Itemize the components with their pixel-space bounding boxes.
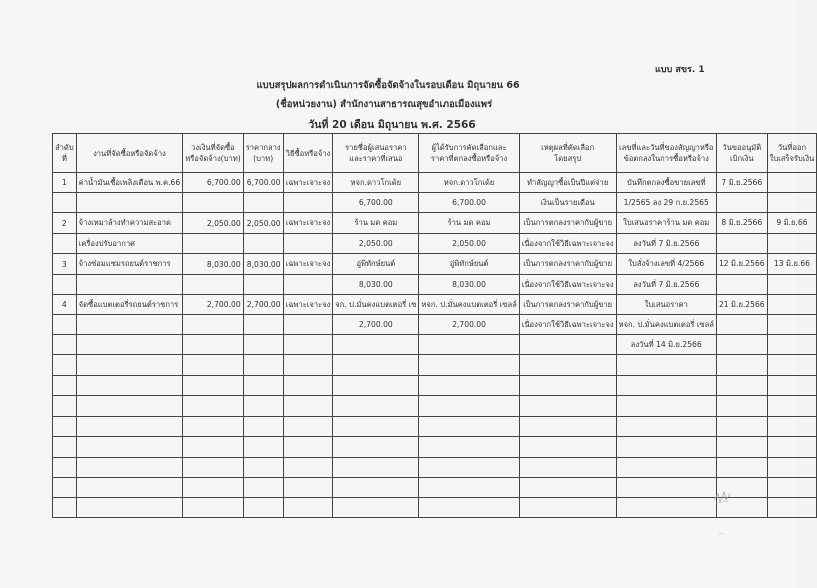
table-cell	[283, 355, 333, 376]
table-cell	[616, 355, 716, 376]
table-cell: จ้างซ่อมแซมรถยนต์ราชการ	[76, 254, 183, 275]
column-header-5	[283, 134, 333, 173]
table-cell	[767, 498, 817, 518]
table-cell	[616, 376, 716, 396]
column-header-line: ที่	[61, 154, 67, 163]
column-header-line: ใบเสร็จรับเงิน	[769, 154, 815, 163]
table-cell	[283, 315, 333, 335]
table-cell	[716, 458, 767, 478]
table-row	[53, 173, 817, 193]
table-cell	[519, 458, 616, 478]
table-cell: เนื่องจากใช้วิธีเฉพาะเจาะจง	[519, 315, 616, 335]
table-cell	[183, 458, 243, 478]
table-row	[53, 234, 817, 254]
table-cell	[333, 335, 419, 355]
table-cell	[333, 478, 419, 498]
table-cell	[767, 376, 817, 396]
table-cell	[333, 396, 419, 417]
table-cell: จัดซื้อแบตเตอรี่รถยนต์ราชการ	[76, 295, 183, 315]
table-cell: เป็นการตกลงราคากับผู้ขาย	[519, 295, 616, 315]
table-cell: อู่พิทักษ์ยนต์	[333, 254, 419, 275]
table-cell	[76, 437, 183, 458]
table-cell: 8 มิ.ย.2566	[716, 213, 767, 234]
table-cell	[419, 458, 519, 478]
table-cell: 6,700.00	[419, 193, 519, 213]
table-cell: หจก. ป.มั่นคงแบตเตอรี่ เซลล์	[419, 295, 519, 315]
table-cell	[243, 315, 283, 335]
column-header-line: (บาท)	[253, 154, 274, 163]
column-header-line: วันที่ออก	[777, 143, 807, 152]
column-header-line: หรือจัดจ้าง(บาท)	[185, 154, 241, 163]
table-cell: 7 มิ.ย.2566	[716, 173, 767, 193]
table-cell	[243, 355, 283, 376]
column-header-10	[716, 134, 767, 173]
table-cell: 8,030.00	[333, 275, 419, 295]
table-cell	[53, 417, 77, 437]
table-row	[53, 295, 817, 315]
table-cell	[76, 193, 183, 213]
table-cell	[283, 193, 333, 213]
table-cell	[243, 275, 283, 295]
table-row	[53, 417, 817, 437]
table-cell	[53, 437, 77, 458]
table-cell	[53, 458, 77, 478]
table-cell: 13 มิ.ย.66	[767, 254, 817, 275]
column-header-line: เหตุผลที่คัดเลือก	[541, 143, 595, 152]
table-cell: เฉพาะเจาะจง	[283, 254, 333, 275]
table-cell	[519, 355, 616, 376]
table-cell	[767, 355, 817, 376]
table-cell	[53, 234, 77, 254]
table-cell: เป็นการตกลงราคากับผู้ขาย	[519, 213, 616, 234]
table-cell	[716, 234, 767, 254]
table-row	[53, 355, 817, 376]
table-cell	[616, 478, 716, 498]
table-row	[53, 376, 817, 396]
table-cell: เฉพาะเจาะจง	[283, 295, 333, 315]
table-cell	[183, 417, 243, 437]
table-cell	[283, 275, 333, 295]
table-cell: หจก.ดาวโกเด้ย	[419, 173, 519, 193]
table-cell	[616, 458, 716, 478]
table-cell: ร้าน มด คอม	[419, 213, 519, 234]
table-cell	[53, 498, 77, 518]
table-row	[53, 193, 817, 213]
table-cell: 2,050.00	[419, 234, 519, 254]
table-cell: 1/2565 ลง 29 ก.ย.2565	[616, 193, 716, 213]
table-row	[53, 335, 817, 355]
report-title: แบบสรุปผลการดำเนินการจัดซื้อจัดจ้างในรอบเดือน มิถุนายน 66	[256, 80, 520, 91]
table-cell	[183, 275, 243, 295]
table-cell	[76, 498, 183, 518]
table-cell: บันทึกตกลงซื้อขายเลขที่	[616, 173, 716, 193]
table-cell: 8,030.00	[419, 275, 519, 295]
table-cell	[419, 417, 519, 437]
table-cell	[716, 376, 767, 396]
table-cell	[283, 437, 333, 458]
table-cell: 2,050.00	[183, 213, 243, 234]
table-cell	[243, 193, 283, 213]
table-cell: อู่พิทักษ์ยนต์	[419, 254, 519, 275]
table-row	[53, 396, 817, 417]
table-cell	[616, 417, 716, 437]
column-header-line: วิธีซื้อหรือจ้าง	[285, 148, 331, 158]
table-cell: 1	[53, 173, 77, 193]
table-cell	[419, 437, 519, 458]
table-cell	[519, 498, 616, 518]
table-cell: 3	[53, 254, 77, 275]
table-cell	[283, 498, 333, 518]
table-cell: 2,700.00	[419, 315, 519, 335]
column-header-line: ราคาที่ตกลงซื้อหรือจ้าง	[430, 154, 508, 163]
table-row	[53, 498, 817, 518]
column-header-line: โดยสรุป	[554, 154, 582, 163]
table-row	[53, 275, 817, 295]
table-cell	[243, 417, 283, 437]
table-cell	[419, 376, 519, 396]
table-cell	[183, 234, 243, 254]
table-cell: เงินเป็นรายเดือน	[519, 193, 616, 213]
table-cell: ลงวันที่ 7 มิ.ย.2566	[616, 234, 716, 254]
table-cell	[53, 335, 77, 355]
table-cell	[243, 376, 283, 396]
table-cell	[333, 376, 419, 396]
table-cell	[519, 437, 616, 458]
column-header-line: ผู้ได้รับการคัดเลือกและ	[431, 143, 507, 152]
table-cell	[519, 335, 616, 355]
table-cell	[767, 417, 817, 437]
table-cell	[716, 193, 767, 213]
table-cell	[419, 355, 519, 376]
table-cell	[53, 396, 77, 417]
table-row	[53, 254, 817, 275]
table-cell: ใบเสนอราคาร้าน มด คอม	[616, 213, 716, 234]
table-cell	[283, 458, 333, 478]
table-cell	[419, 335, 519, 355]
table-cell	[767, 478, 817, 498]
table-cell	[183, 498, 243, 518]
table-cell	[53, 275, 77, 295]
column-header-line: ราคากลาง	[245, 143, 281, 152]
table-cell	[76, 355, 183, 376]
table-cell	[283, 478, 333, 498]
table-cell: ใบเสนอราคา	[616, 295, 716, 315]
table-cell	[53, 376, 77, 396]
table-cell	[76, 396, 183, 417]
table-row	[53, 458, 817, 478]
table-cell	[283, 234, 333, 254]
table-cell	[767, 173, 817, 193]
table-cell: 2	[53, 213, 77, 234]
table-header-row	[53, 134, 817, 173]
table-cell: เนื่องจากใช้วิธีเฉพาะเจาะจง	[519, 275, 616, 295]
table-cell: เนื่องจากใช้วิธีเฉพาะเจาะจง	[519, 234, 616, 254]
table-cell	[243, 396, 283, 417]
table-cell: ร้าน มด คอม	[333, 213, 419, 234]
table-cell	[183, 193, 243, 213]
table-cell	[183, 478, 243, 498]
table-cell: 9 มิ.ย.66	[767, 213, 817, 234]
column-header-line: วันขออนุมัติ	[722, 143, 762, 152]
table-cell: เฉพาะเจาะจง	[283, 213, 333, 234]
column-header-2	[76, 134, 183, 173]
table-cell	[183, 437, 243, 458]
column-header-line: ลำดับ	[55, 143, 74, 152]
table-cell	[767, 193, 817, 213]
column-header-6	[333, 134, 419, 173]
table-cell	[616, 437, 716, 458]
table-cell	[333, 498, 419, 518]
table-row	[53, 213, 817, 234]
table-cell	[716, 315, 767, 335]
table-cell	[283, 396, 333, 417]
table-cell: จก. ป.มั่นคงแบตเตอรี่ เซ	[333, 295, 419, 315]
table-cell	[616, 498, 716, 518]
table-cell	[183, 335, 243, 355]
table-cell	[243, 498, 283, 518]
table-cell	[519, 417, 616, 437]
table-cell	[76, 417, 183, 437]
table-cell	[53, 193, 77, 213]
table-cell: 2,700.00	[183, 295, 243, 315]
table-cell: ลงวันที่ 14 มิ.ย.2566	[616, 335, 716, 355]
table-cell	[183, 315, 243, 335]
table-cell: 2,700.00	[243, 295, 283, 315]
table-cell: ลงวันที่ 7 มิ.ย.2566	[616, 275, 716, 295]
table-cell	[333, 458, 419, 478]
table-cell: ทำสัญญาซื้อเป็นปีแต่จ่าย	[519, 173, 616, 193]
column-header-line: วงเงินที่จัดซื้อ	[191, 143, 235, 152]
table-cell	[519, 396, 616, 417]
table-cell	[283, 376, 333, 396]
table-cell: 2,700.00	[333, 315, 419, 335]
column-header-4	[243, 134, 283, 173]
table-cell: เฉพาะเจาะจง	[283, 173, 333, 193]
table-cell	[283, 335, 333, 355]
table-cell	[76, 275, 183, 295]
table-cell	[333, 437, 419, 458]
column-header-11	[767, 134, 817, 173]
handwritten-mark	[712, 488, 734, 506]
table-cell	[183, 355, 243, 376]
table-cell	[767, 458, 817, 478]
table-cell	[76, 376, 183, 396]
table-cell	[767, 396, 817, 417]
column-header-line: รายชื่อผู้เสนอราคา	[345, 143, 407, 152]
table-cell: 6,700.00	[243, 173, 283, 193]
table-cell	[767, 335, 817, 355]
table-cell	[53, 355, 77, 376]
table-cell: 8,030.00	[183, 254, 243, 275]
table-cell: หจก. ป.มั่นคงแบตเตอรี่ เซลล์	[616, 315, 716, 335]
table-cell	[419, 396, 519, 417]
table-cell: 21 มิ.ย.2566	[716, 295, 767, 315]
table-cell	[333, 355, 419, 376]
column-header-line: เลขที่และวันที่ของสัญญาหรือ	[619, 143, 714, 152]
table-cell	[76, 335, 183, 355]
table-cell	[76, 458, 183, 478]
table-body	[53, 173, 817, 518]
column-header-1	[53, 134, 77, 173]
column-header-3	[183, 134, 243, 173]
table-cell	[333, 417, 419, 437]
table-cell	[716, 396, 767, 417]
table-row	[53, 437, 817, 458]
table-cell	[716, 355, 767, 376]
agency-name: (ชื่อหน่วยงาน) สำนักงานสาธารณสุขอำเภอเมืองแพร่	[275, 99, 493, 110]
table-cell	[76, 478, 183, 498]
table-cell	[716, 437, 767, 458]
table-cell	[767, 315, 817, 335]
column-header-line: และราคาที่เสนอ	[349, 154, 403, 163]
table-cell: 8,030.00	[243, 254, 283, 275]
form-code: แบบ สขร. 1	[655, 65, 705, 75]
table-cell	[243, 437, 283, 458]
table-row	[53, 478, 817, 498]
table-cell: เครื่องปรับอากาศ	[76, 234, 183, 254]
table-cell: ค่าน้ำมันเชื้อเพลิงเดือน พ.ค.66	[76, 173, 183, 193]
table-cell	[283, 417, 333, 437]
table-cell: 2,050.00	[333, 234, 419, 254]
table-cell: 4	[53, 295, 77, 315]
column-header-line: งานที่จัดซื้อหรือจัดจ้าง	[93, 148, 166, 158]
table-cell	[767, 437, 817, 458]
procurement-table	[52, 133, 817, 518]
table-cell	[767, 295, 817, 315]
table-cell	[419, 498, 519, 518]
table-cell	[243, 335, 283, 355]
table-cell: ใบสั่งจ้างเลขที่ 4/2566	[616, 254, 716, 275]
table-cell	[519, 376, 616, 396]
table-cell: 6,700.00	[333, 193, 419, 213]
table-cell: 2,050.00	[243, 213, 283, 234]
column-header-line: ข้อตกลงในการซื้อหรือจ้าง	[623, 154, 709, 163]
table-cell	[716, 335, 767, 355]
table-cell	[53, 315, 77, 335]
table-cell: หจก.ดาวโกเด้ย	[333, 173, 419, 193]
table-cell	[419, 478, 519, 498]
table-cell: เป็นการตกลงราคากับผู้ขาย	[519, 254, 616, 275]
table-cell	[183, 376, 243, 396]
table-cell: 6,700.00	[183, 173, 243, 193]
column-header-7	[419, 134, 519, 173]
column-header-line: เบิกเงิน	[730, 154, 754, 163]
table-cell: จ้างเหมาล้างทำความสะอาด	[76, 213, 183, 234]
column-header-9	[616, 134, 716, 173]
table-cell	[767, 275, 817, 295]
table-cell	[53, 478, 77, 498]
column-header-8	[519, 134, 616, 173]
table-cell	[716, 417, 767, 437]
table-cell	[183, 396, 243, 417]
table-cell	[243, 234, 283, 254]
faint-mark: ~	[718, 530, 724, 538]
table-cell: 12 มิ.ย.2566	[716, 254, 767, 275]
table-row	[53, 315, 817, 335]
table-cell	[243, 458, 283, 478]
table-cell	[243, 478, 283, 498]
table-cell	[76, 315, 183, 335]
report-date: วันที่ 20 เดือน มิถุนายน พ.ศ. 2566	[308, 119, 476, 131]
table-cell	[519, 478, 616, 498]
table-cell	[767, 234, 817, 254]
table-cell	[716, 275, 767, 295]
table-cell	[616, 396, 716, 417]
